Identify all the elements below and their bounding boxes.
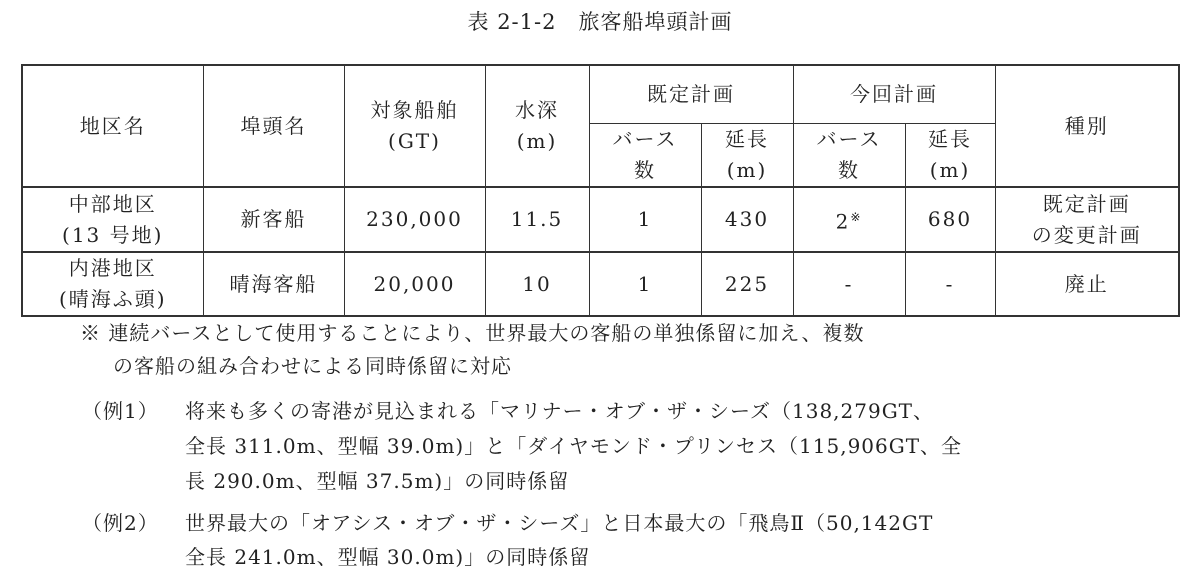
header-current-berths: バース 数 <box>793 123 905 187</box>
example-label: （例2） <box>82 511 159 535</box>
note-line: ※ 連続バースとして使用することにより、世界最大の客船の単独係留に加え、複数 <box>80 321 865 345</box>
header-depth: 水深 (m) <box>485 65 589 187</box>
note-line: 将来も多くの寄港が見込まれる「マリナー・オブ・ザ・シーズ（138,279GT、 <box>185 399 935 423</box>
header-wharf: 埠頭名 <box>203 65 344 187</box>
table-row: 内港地区 (晴海ふ頭) 晴海客船 20,000 10 1 225 - - 廃止 <box>22 252 1179 316</box>
note-line: 世界最大の「オアシス・オブ・ザ・シーズ」と日本最大の「飛鳥Ⅱ（50,142GT <box>185 511 934 535</box>
header-existing-plan: 既定計画 <box>589 65 793 123</box>
note-line: 全長 241.0m、型幅 30.0m)」の同時係留 <box>185 545 591 569</box>
header-current-length: 延長 (m) <box>905 123 995 187</box>
table-title: 表 2-1-2 旅客船埠頭計画 <box>467 10 733 34</box>
header-current-plan: 今回計画 <box>793 65 995 123</box>
table-row: 中部地区 (13 号地) 新客船 230,000 11.5 1 430 2※ 680 既定計画 の変更計画 <box>22 187 1179 252</box>
note-line: 長 290.0m、型幅 37.5m)」の同時係留 <box>185 469 570 493</box>
header-type: 種別 <box>995 65 1179 187</box>
note-line: 全長 311.0m、型幅 39.0m)」と「ダイヤモンド・プリンセス（115,906GT、全 <box>185 434 963 458</box>
example-label: （例1） <box>82 399 159 423</box>
note-line: の客船の組み合わせによる同時係留に対応 <box>113 354 512 378</box>
header-existing-berths: バース 数 <box>589 123 701 187</box>
header-district: 地区名 <box>22 65 203 187</box>
header-ship: 対象船舶 (GT) <box>344 65 485 187</box>
header-existing-length: 延長 (m) <box>701 123 793 187</box>
passenger-wharf-table <box>21 64 1180 317</box>
